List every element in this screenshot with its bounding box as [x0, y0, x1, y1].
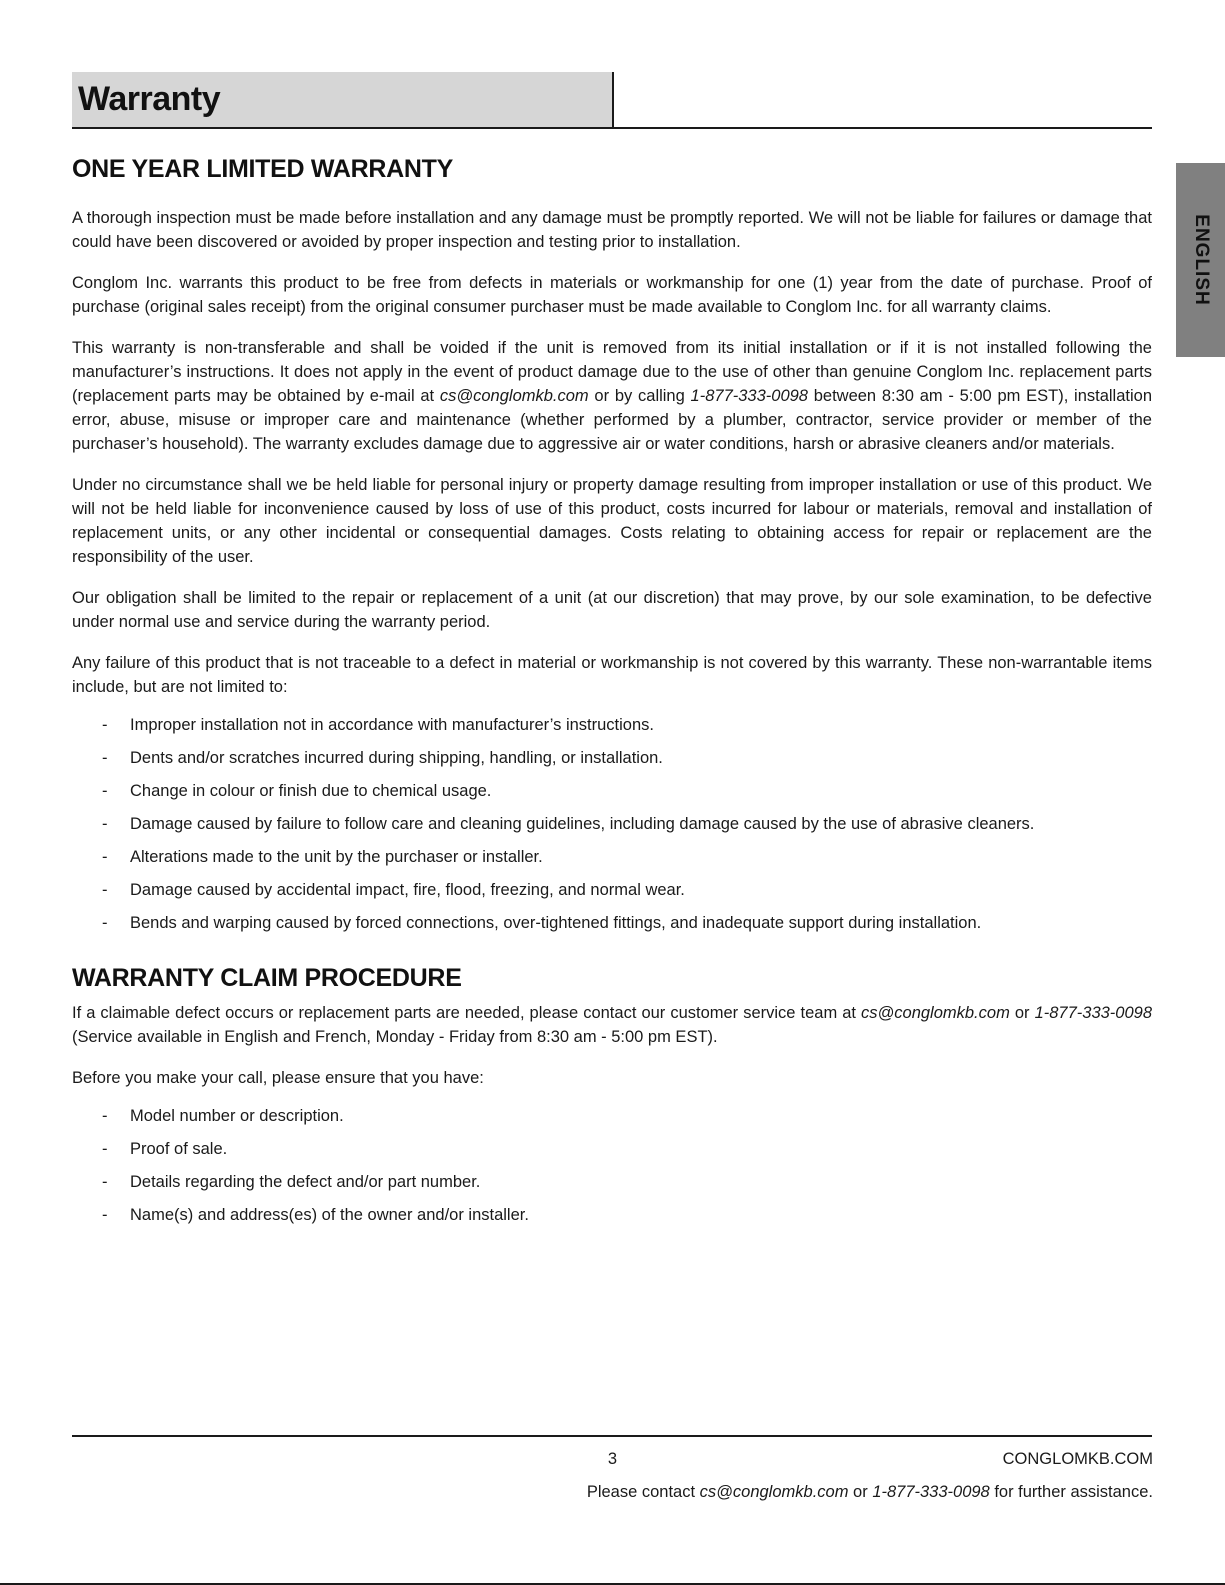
exclusion-list-item: - Change in colour or finish due to chemical usage. [72, 779, 1152, 803]
exclusion-list-item: - Bends and warping caused by forced connections, over-tightened fittings, and inadequate support during installation. [72, 911, 1152, 935]
footer-divider [72, 1435, 1152, 1437]
obligation-paragraph: Our obligation shall be limited to the repair or replacement of a unit (at our discretion) that may prove, by our sole examination, to be defective under normal use and service during the warranty period. [72, 589, 1152, 631]
support-email-link[interactable]: cs@conglomkb.com [439, 387, 589, 405]
footer-text-3: for further assistance. [989, 1483, 1153, 1501]
liability-paragraph: Under no circumstance shall we be held liable for personal injury or property damage resulting from improper installation or use of this product. We will not be held liable for inconvenience caused by loss of use of this product, costs incurred for labour or materials, removal and installation of replacement units, or any other incidental or consequential damages. Costs relating to obtaining access for repair or replacement are the responsibility of the user. [72, 476, 1152, 566]
checklist-item: - Name(s) and address(es) of the owner and/or installer. [72, 1203, 1152, 1227]
page-title: Warranty [78, 80, 221, 118]
support-phone-link[interactable]: 1-877-333-0098 [690, 387, 808, 405]
checklist-item: - Model number or description. [72, 1104, 1152, 1128]
exclusion-list-item: - Improper installation not in accordance with manufacturer’s instructions. [72, 713, 1152, 737]
non-warrantable-paragraph: Any failure of this product that is not traceable to a defect in material or workmanship is not covered by this warranty. These non-warrantable items include, but are not limited to: [72, 654, 1152, 696]
page-number: 3 [607, 1450, 618, 1468]
page-content [72, 152, 1152, 1236]
claim-text-2: or [1009, 1004, 1035, 1022]
exclusion-text-2: or by calling [588, 387, 691, 405]
footer-text-1: Please contact [586, 1483, 700, 1501]
website-label: CONGLOMKB.COM [1002, 1450, 1153, 1468]
exclusion-list-item: - Damage caused by accidental impact, fire, flood, freezing, and normal wear. [72, 878, 1152, 902]
coverage-paragraph: Conglom Inc. warrants this product to be free from defects in materials or workmanship for one (1) year from the date of purchase. Proof of purchase (original sales receipt) from the original consumer purchaser must be made available to Conglom Inc. for all warranty claims. [72, 274, 1152, 316]
footer-text-2: or [848, 1483, 873, 1501]
claim-procedure-heading: WARRANTY CLAIM PROCEDURE [72, 964, 462, 992]
inspection-paragraph: A thorough inspection must be made before installation and any damage must be promptly reported. We will not be liable for failures or damage that could have been discovered or avoided by proper inspection and testing prior to installation. [72, 209, 1152, 251]
language-tab-label: ENGLISH [1190, 214, 1212, 306]
exclusion-list-item: - Alterations made to the unit by the purchaser or installer. [72, 845, 1152, 869]
exclusion-text-3: between 8:30 am - 5:00 pm EST), installation error, abuse, misuse or improper care and maintenance (whether performed by a plumber, contractor, service provider or member of the purchaser’s household). The warranty excludes damage due to aggressive air or water conditions, harsh or abrasive cleaners and/or materials. [72, 387, 1153, 453]
checklist-item: - Proof of sale. [72, 1137, 1152, 1161]
language-tab [1176, 163, 1225, 357]
footer-contact [587, 1483, 1153, 1502]
exclusions-list [72, 713, 1152, 935]
checklist-item: - Details regarding the defect and/or part number. [72, 1170, 1152, 1194]
exclusion-list-item: - Dents and/or scratches incurred during shipping, handling, or installation. [72, 746, 1152, 770]
claim-email-link[interactable]: cs@conglomkb.com [861, 1004, 1010, 1022]
claim-phone-link[interactable]: 1-877-333-0098 [1034, 1004, 1153, 1022]
page-header [72, 72, 1152, 129]
claim-text-3: (Service available in English and French, Monday - Friday from 8:30 am - 5:00 pm EST). [72, 1028, 718, 1046]
claim-text-1: If a claimable defect occurs or replacement parts are needed, please contact our customer service team at [72, 1004, 862, 1022]
footer-phone-link[interactable]: 1-877-333-0098 [872, 1483, 990, 1501]
claim-contact-paragraph [72, 1001, 1152, 1049]
exclusion-text-1: This warranty is non-transferable and shall be voided if the unit is removed from its initial installation or if it is not installed following the manufacturer’s instructions. It does not apply in the event of product damage due to the use of other than genuine Conglom Inc. replacement parts (replacement parts may be obtained by e-mail at [72, 339, 1152, 405]
checklist [72, 1104, 1152, 1227]
exclusion-list-item: - Damage caused by failure to follow care and cleaning guidelines, including damage caused by the use of abrasive cleaners. [72, 812, 1152, 836]
title-box [72, 72, 614, 127]
footer-email-link[interactable]: cs@conglomkb.com [699, 1483, 849, 1501]
warranty-heading: ONE YEAR LIMITED WARRANTY [72, 155, 453, 183]
exclusion-paragraph [72, 336, 1152, 456]
before-call-paragraph: Before you make your call, please ensure that you have: [72, 1069, 484, 1087]
